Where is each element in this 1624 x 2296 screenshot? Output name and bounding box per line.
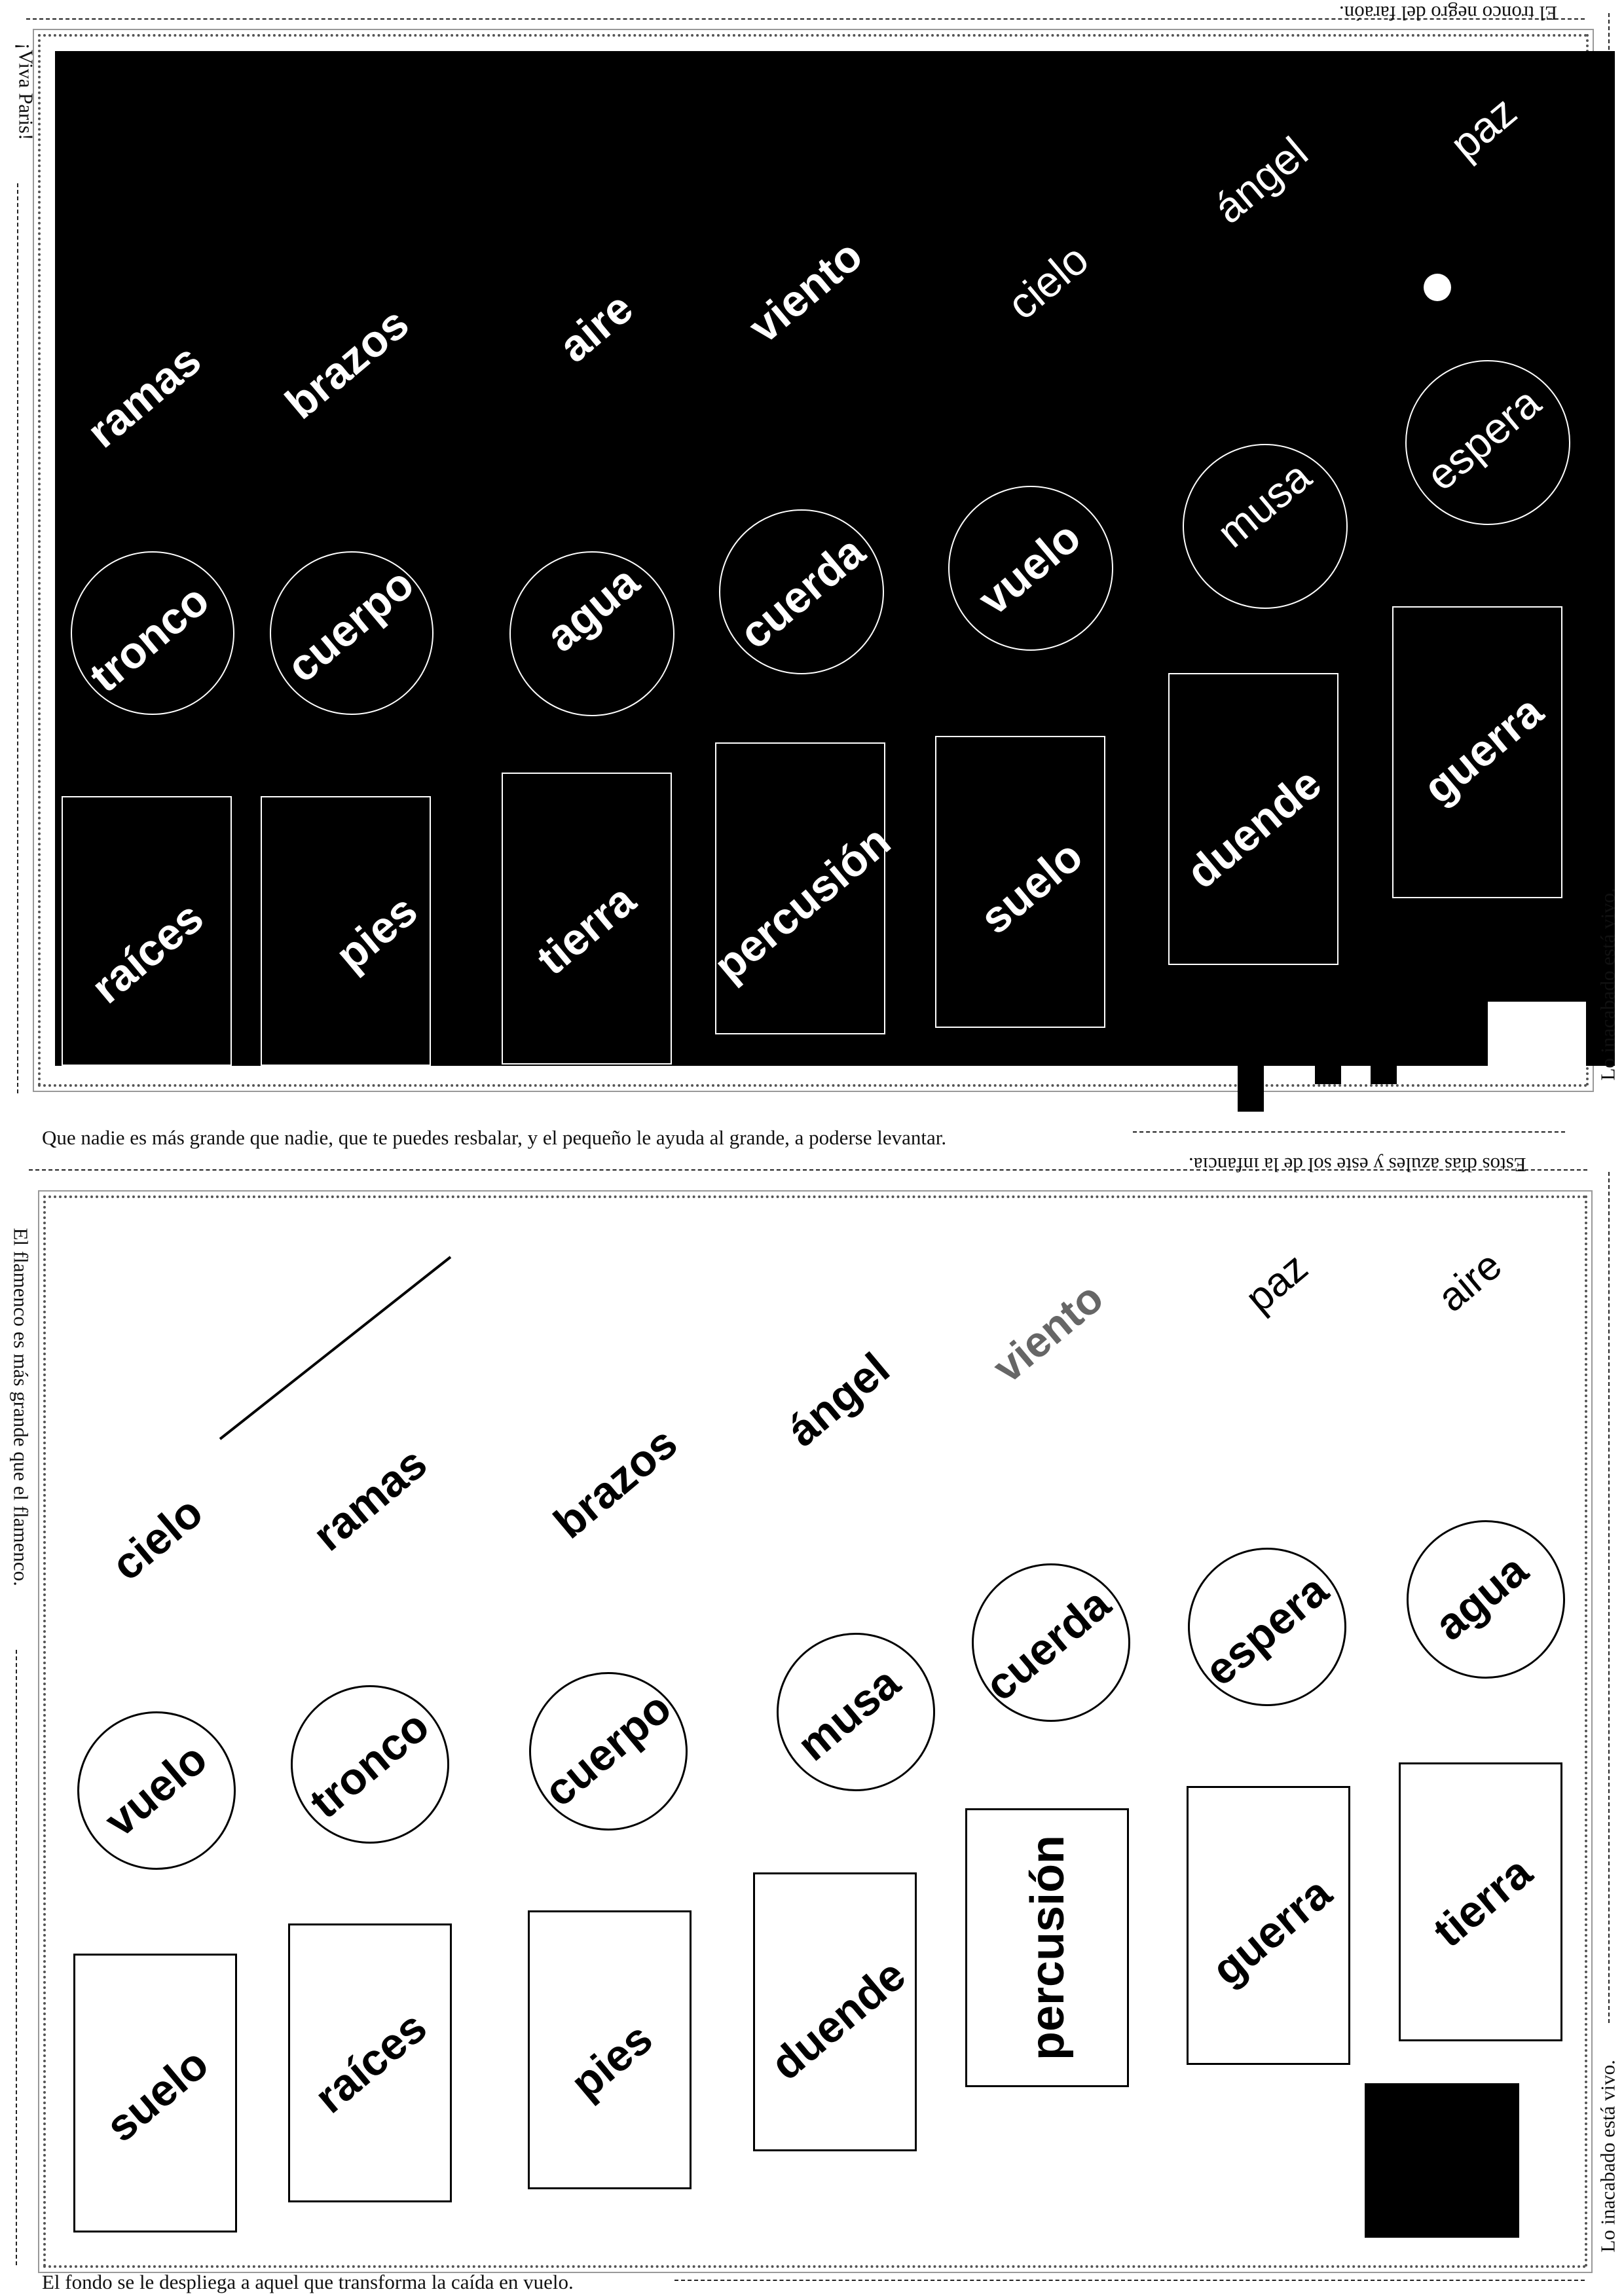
caption-bottom: Que nadie es más grande que nadie, que te puedes resbalar, y el pequeño le ayuda al grande, a poderse levantar. bbox=[42, 1126, 947, 1149]
word-percusion: percusión bbox=[705, 816, 900, 991]
caption-right: Lo inacabado está vivo. bbox=[1596, 2060, 1619, 2253]
word-agua: agua bbox=[1425, 1544, 1538, 1650]
word-cuerpo: cuerpo bbox=[534, 1683, 681, 1816]
word-ramas: ramas bbox=[303, 1438, 437, 1561]
word-cielo: cielo bbox=[998, 234, 1098, 329]
word-tronco: tronco bbox=[300, 1700, 439, 1829]
word-brazos: brazos bbox=[544, 1417, 687, 1548]
word-cuerda: cuerda bbox=[730, 526, 874, 659]
word-ramas: ramas bbox=[77, 335, 211, 458]
caption-left: El flamenco es más grande que el flamenco. bbox=[9, 1228, 33, 1586]
word-brazos: brazos bbox=[276, 298, 418, 429]
word-suelo: suelo bbox=[970, 830, 1092, 944]
word-suelo: suelo bbox=[96, 2038, 218, 2152]
word-musa: musa bbox=[788, 1657, 910, 1771]
word-raices: raíces bbox=[82, 892, 213, 1013]
word-duende: duende bbox=[761, 1950, 915, 2090]
caption-left: ¡Viva Paris! bbox=[14, 43, 38, 141]
word-agua: agua bbox=[536, 556, 649, 662]
caption-right: Lo inacabado está vivo. bbox=[1596, 888, 1619, 1081]
word-espera: espera bbox=[1416, 377, 1550, 500]
word-paz: paz bbox=[1441, 86, 1526, 169]
word-cielo: cielo bbox=[102, 1487, 212, 1590]
word-pies: pies bbox=[326, 885, 427, 981]
word-viento: viento bbox=[739, 230, 872, 353]
word-angel: ángel bbox=[1204, 127, 1317, 233]
caption-top: El tronco negro del faraón. bbox=[1339, 2, 1558, 25]
word-vuelo: vuelo bbox=[95, 1733, 217, 1847]
word-tronco: tronco bbox=[80, 574, 219, 702]
word-cuerpo: cuerpo bbox=[277, 558, 424, 692]
word-espera: espera bbox=[1195, 1565, 1338, 1696]
word-paz: paz bbox=[1237, 1245, 1317, 1322]
caption-top: Estos días azules y este sol de la infancia. bbox=[1189, 1154, 1526, 1176]
caption-bottom: El fondo se le despliega a aquel que transforma la caída en vuelo. bbox=[42, 2270, 574, 2293]
black-square bbox=[1365, 2083, 1519, 2238]
word-vuelo: vuelo bbox=[969, 511, 1090, 625]
word-raices: raíces bbox=[305, 2001, 436, 2123]
word-cuerda: cuerda bbox=[976, 1578, 1120, 1711]
word-tierra: tierra bbox=[1424, 1847, 1541, 1957]
word-pies: pies bbox=[561, 2013, 662, 2109]
word-viento: viento bbox=[983, 1273, 1113, 1392]
word-tierra: tierra bbox=[527, 875, 645, 985]
word-aire: aire bbox=[549, 283, 642, 372]
word-guerra: guerra bbox=[1414, 685, 1553, 814]
word-aire: aire bbox=[1429, 1242, 1511, 1321]
word-musa: musa bbox=[1208, 451, 1320, 557]
word-guerra: guerra bbox=[1202, 1867, 1341, 1995]
word-percusion: percusión bbox=[1022, 1834, 1074, 2061]
word-angel: ángel bbox=[777, 1343, 899, 1457]
word-duende: duende bbox=[1177, 758, 1331, 898]
